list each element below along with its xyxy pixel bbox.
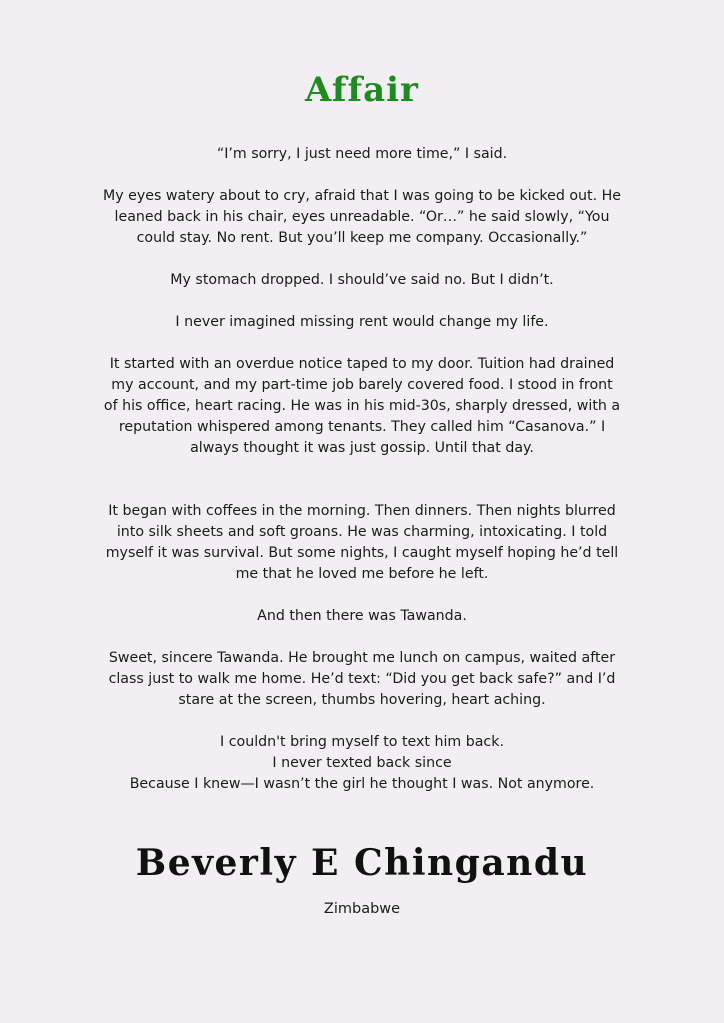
paragraph-1 — [82, 144, 642, 165]
text-line: It started with an overdue notice taped to my door. Tuition had drained — [109, 356, 615, 372]
text-line: Sweet, sincere Tawanda. He brought me lunch on campus, waited after — [108, 650, 616, 666]
text-line: into silk sheets and soft groans. He was charming, intoxicating. I told — [116, 524, 608, 540]
text-line: stare at the screen, thumbs hovering, heart aching. — [178, 692, 546, 708]
text-line: me that he loved me before he left. — [235, 566, 489, 582]
text-line: leaned back in his chair, eyes unreadable. “Or…” he said slowly, “You — [114, 209, 610, 225]
paragraph-5 — [82, 354, 642, 459]
text-line: my account, and my part-time job barely covered food. I stood in front — [111, 377, 613, 393]
story-title: Affair — [305, 70, 419, 110]
paragraph-9 — [82, 732, 642, 795]
text-line: I never texted back since — [272, 755, 452, 771]
paragraph-4 — [82, 312, 642, 333]
paragraph-7 — [82, 606, 642, 627]
text-line: class just to walk me home. He’d text: “Did you get back safe?” and I’d — [108, 671, 616, 687]
text-line: reputation whispered among tenants. They called him “Casanova.” I — [118, 419, 606, 435]
text-line: “I’m sorry, I just need more time,” I said. — [216, 146, 508, 162]
paragraph-2 — [82, 186, 642, 249]
text-line: My eyes watery about to cry, afraid that I was going to be kicked out. He — [102, 188, 622, 204]
text-line: myself it was survival. But some nights, I caught myself hoping he’d tell — [105, 545, 619, 561]
text-line: of his office, heart racing. He was in his mid-30s, sharply dressed, with a — [103, 398, 621, 414]
text-line: Because I knew—I wasn’t the girl he thought I was. Not anymore. — [129, 776, 595, 792]
paragraph-6 — [82, 501, 642, 585]
text-line: And then there was Tawanda. — [257, 608, 467, 624]
story-body — [82, 144, 642, 816]
text-line: It began with coffees in the morning. Then dinners. Then nights blurred — [108, 503, 616, 519]
author-name: Beverly E Chingandu — [135, 842, 589, 884]
paragraph-3 — [82, 270, 642, 291]
text-line: My stomach dropped. I should’ve said no. But I didn’t. — [170, 272, 554, 288]
text-line: I never imagined missing rent would change my life. — [175, 314, 549, 330]
text-line: could stay. No rent. But you’ll keep me company. Occasionally.” — [136, 230, 588, 246]
author-country: Zimbabwe — [323, 901, 401, 917]
paragraph-8 — [82, 648, 642, 711]
text-line: always thought it was just gossip. Until that day. — [190, 440, 534, 456]
text-line: I couldn't bring myself to text him back. — [220, 734, 504, 750]
